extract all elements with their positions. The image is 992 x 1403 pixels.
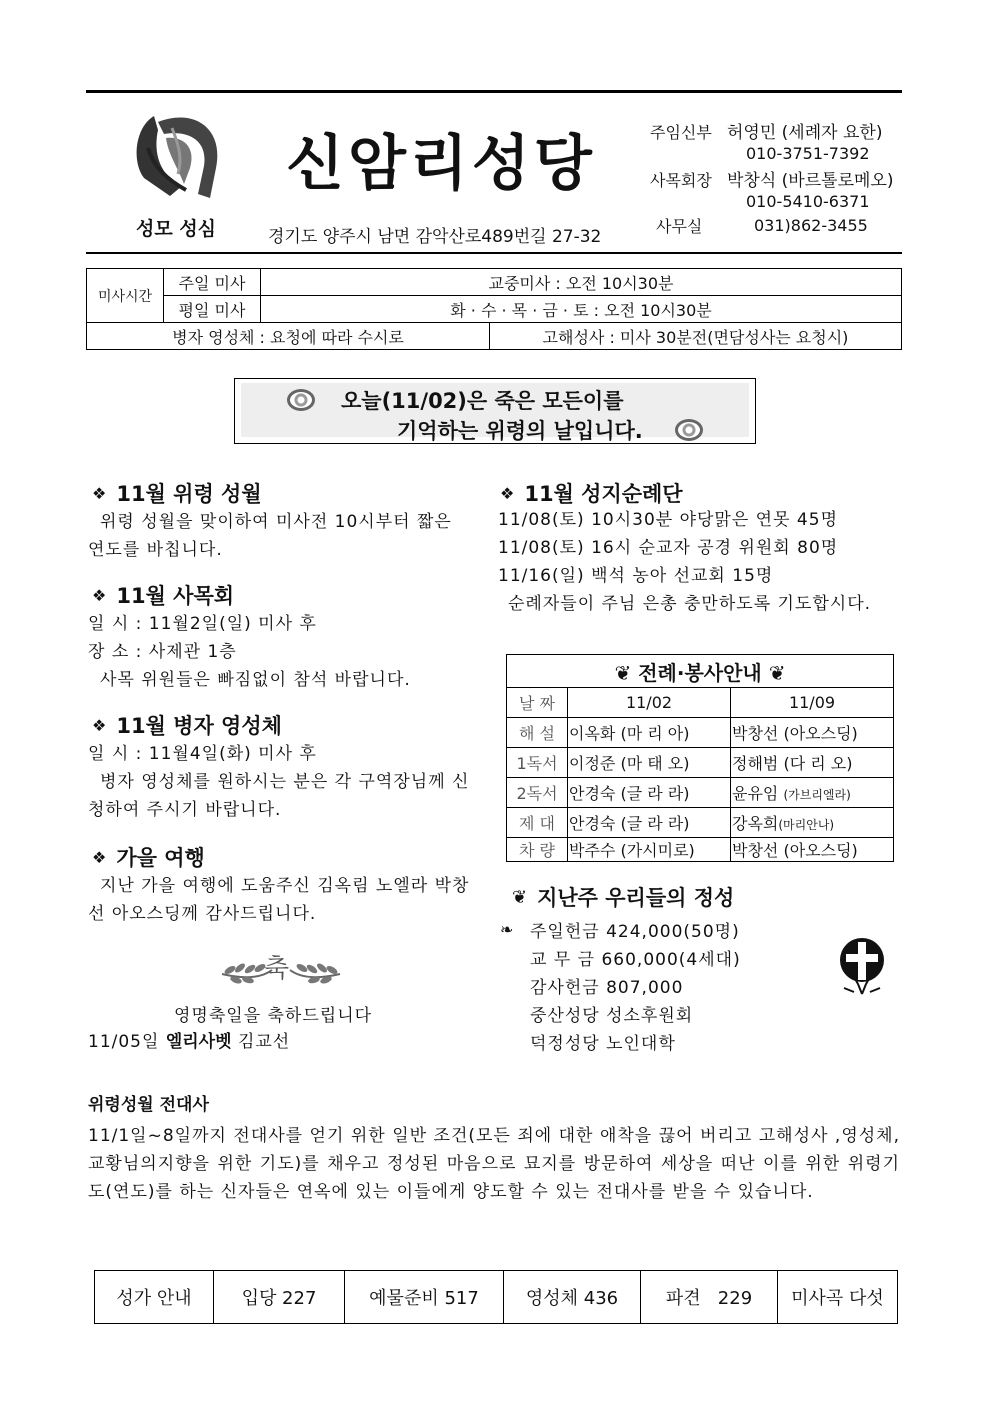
praying-cross-icon xyxy=(834,934,890,996)
section-line: 장 소 : 사제관 1층 xyxy=(88,642,237,662)
table-row: 제 대 안경숙 (글 라 라) 강옥희(마리안나) xyxy=(507,808,894,838)
weekday-mass-label: 평일 미사 xyxy=(164,296,261,323)
pastor-label: 주임신부 xyxy=(650,123,712,142)
top-rule xyxy=(86,90,902,93)
indulgence-body: 11/1일~8일까지 전대사를 얻기 위한 일반 조건(모든 죄에 대한 애착을 끊어 버리고 고해성사 ,영성체, 교황님의지향을 위한 기도)를 채우고 정성된 마음으로 묘지를 방문하여 세상을 떠난 이를 위한 위령기도(연도)를 하는 신자들은 연옥에 있는 이들에게 양도할 수 있는 전대사를 받을 수 있습니다. xyxy=(88,1126,900,1202)
liturgy-table xyxy=(506,654,894,862)
liturgy-date-label: 날 짜 xyxy=(507,688,568,718)
offering-line: 덕정성당 노인대학 xyxy=(530,1034,676,1054)
celebrate-date: 11/05일 xyxy=(88,1032,160,1052)
section-body: 지난 가을 여행에 도움주신 김옥림 노엘라 박창선 아오스딩께 감사드립니다. xyxy=(88,876,470,924)
header-rule xyxy=(86,252,902,254)
table-row: 해 설 이옥화 (마 리 아) 박창선 (아오스딩) xyxy=(507,718,894,748)
parish-address: 경기도 양주시 남면 감악산로489번길 27-32 xyxy=(268,227,602,247)
diamond-icon: ❖ xyxy=(92,484,107,503)
hymn-communion: 영성체 436 xyxy=(504,1271,641,1324)
liturgy-date: 11/02 xyxy=(568,688,731,718)
weekday-mass-value: 화 · 수 · 목 · 금 · 토 : 오전 10시30분 xyxy=(261,296,902,323)
diamond-icon: ❖ xyxy=(500,484,515,503)
section-title: ❖ 11월 사목회 xyxy=(92,584,235,608)
celebrate-text: 영명축일을 축하드립니다 xyxy=(174,1006,373,1026)
mass-times-table xyxy=(86,268,902,350)
flower-icon: ❦ xyxy=(614,660,632,685)
offering-line: 주일헌금 424,000(50명) xyxy=(530,922,740,942)
notice-line1: 오늘(11/02)은 죽은 모든이를 xyxy=(341,389,624,413)
offering-title: ❦ 지난주 우리들의 정성 xyxy=(512,886,735,910)
section-line: 일 시 : 11월2일(일) 미사 후 xyxy=(88,614,317,634)
sick-communion: 병자 영성체 : 요청에 따라 수시로 xyxy=(87,323,490,350)
heart-sculpture-logo xyxy=(124,108,228,204)
hymn-ordinary: 미사곡 다섯 xyxy=(778,1271,898,1324)
liturgy-title: ❦ 전례·봉사안내 ❦ xyxy=(507,655,894,688)
hymn-dismissal: 파견 229 xyxy=(641,1271,778,1324)
diamond-icon: ❖ xyxy=(92,848,107,867)
celebrate-name: 김교선 xyxy=(237,1032,291,1052)
section-title: ❖ 가을 여행 xyxy=(92,846,205,870)
parish-title: 신암리성당 xyxy=(286,129,596,199)
office-phone: 031)862-3455 xyxy=(754,216,868,235)
table-row: 1독서 이정준 (마 태 오) 정해범 (다 리 오) xyxy=(507,748,894,778)
hymn-table xyxy=(94,1270,898,1324)
pilgrimage-line: 11/08(토) 10시30분 야당맑은 연못 45명 xyxy=(498,510,838,530)
table-row: 차 량 박주수 (가시미로) 박창선 (아오스딩) xyxy=(507,838,894,862)
notice-box xyxy=(234,378,756,444)
section-line: 사목 위원들은 빠짐없이 참석 바랍니다. xyxy=(100,670,411,690)
hymn-offertory: 예물준비 517 xyxy=(345,1271,504,1324)
rosette-icon xyxy=(287,389,315,411)
celebrate-character: 축 xyxy=(264,954,290,984)
hymn-label: 성가 안내 xyxy=(95,1271,214,1324)
offering-line: 교 무 금 660,000(4세대) xyxy=(530,950,741,970)
diamond-icon: ❖ xyxy=(92,586,107,605)
mass-header: 미사시간 xyxy=(87,269,164,323)
celebrate-line xyxy=(88,1028,290,1056)
rosette-icon xyxy=(675,419,703,441)
indulgence-title: 위령성월 전대사 xyxy=(88,1095,209,1115)
offering-line: 감사헌금 807,000 xyxy=(530,978,684,998)
section-line: 일 시 : 11월4일(화) 미사 후 xyxy=(88,744,317,764)
bullet-leaf-icon: ❧ xyxy=(500,920,514,939)
section-title: ❖ 11월 위령 성월 xyxy=(92,482,262,506)
celebrate-saint: 엘리사벳 xyxy=(165,1032,232,1052)
section-body: 위령 성월을 맞이하여 미사전 10시부터 짧은 연도를 바칩니다. xyxy=(88,512,452,560)
notice-line2: 기억하는 위령의 날입니다. xyxy=(397,419,643,443)
section-body: 병자 영성체를 원하시는 분은 각 구역장님께 신청하여 주시기 바랍니다. xyxy=(88,772,470,820)
offering-line: 중산성당 성소후원회 xyxy=(530,1006,694,1026)
pastor-phone: 010-3751-7392 xyxy=(746,144,870,163)
council-label: 사목회장 xyxy=(650,171,712,190)
sunday-mass-value: 교중미사 : 오전 10시30분 xyxy=(261,269,902,296)
pilgrimage-title: ❖ 11월 성지순례단 xyxy=(500,482,683,506)
sunday-mass-label: 주일 미사 xyxy=(164,269,261,296)
hymn-entrance: 입당 227 xyxy=(214,1271,345,1324)
flower-icon: ❦ xyxy=(512,887,528,908)
pilgrimage-line: 11/08(토) 16시 순교자 공경 위원회 80명 xyxy=(498,538,839,558)
pilgrimage-line: 11/16(일) 백석 농아 선교회 15명 xyxy=(498,566,774,586)
council-phone: 010-5410-6371 xyxy=(746,192,870,211)
council-name: 박창식 (바르톨로메오) xyxy=(727,171,894,191)
diamond-icon: ❖ xyxy=(92,716,107,735)
pastor-name: 허영민 (세례자 요한) xyxy=(727,123,883,143)
confession: 고해성사 : 미사 30분전(면담성사는 요청시) xyxy=(489,323,901,350)
flower-icon: ❦ xyxy=(768,660,786,685)
section-title: ❖ 11월 병자 영성체 xyxy=(92,714,282,738)
liturgy-date: 11/09 xyxy=(731,688,894,718)
office-label: 사무실 xyxy=(656,217,703,236)
parish-subtitle: 성모 성심 xyxy=(136,218,217,240)
table-row: 2독서 안경숙 (글 라 라) 윤유임 (가브리엘라) xyxy=(507,778,894,808)
pilgrimage-body: 순례자들이 주님 은총 충만하도록 기도합시다. xyxy=(508,594,872,614)
